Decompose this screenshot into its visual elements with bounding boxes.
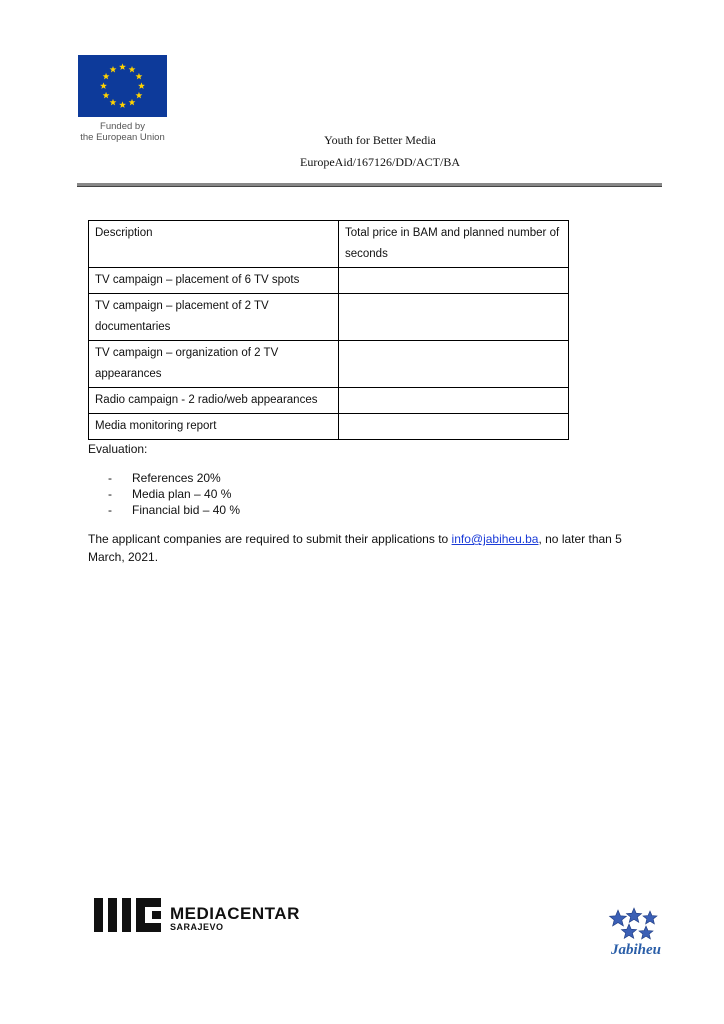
table-header-row xyxy=(89,221,569,268)
eu-star-icon xyxy=(103,73,110,80)
eu-star-icon xyxy=(119,63,126,70)
evaluation-item: Financial bid – 40 % xyxy=(132,503,241,517)
note-text-before: The applicant companies are required to submit their applications to xyxy=(88,532,452,546)
table-cell-price xyxy=(339,268,569,294)
table-row xyxy=(89,414,569,440)
jabiheu-logo xyxy=(604,906,668,964)
eu-star-icon xyxy=(129,66,136,73)
evaluation-item: Media plan – 40 % xyxy=(132,487,232,501)
eu-star-icon xyxy=(136,92,143,99)
eu-flag-icon xyxy=(78,55,167,117)
project-reference: EuropeAid/167126/DD/ACT/BA xyxy=(300,155,460,169)
eu-star-icon xyxy=(138,82,145,89)
table-row xyxy=(89,341,569,388)
eu-star-icon xyxy=(103,92,110,99)
eu-star-icon xyxy=(100,82,107,89)
evaluation-heading: Evaluation: xyxy=(88,442,148,456)
evaluation-list xyxy=(108,470,240,518)
email-link[interactable]: info@jabiheu.ba xyxy=(451,532,539,546)
table-header-price: Total price in BAM and planned number of seconds xyxy=(339,221,569,268)
table-header-description: Description xyxy=(89,221,339,268)
eu-star-icon xyxy=(110,99,117,106)
list-dash: - xyxy=(108,487,112,501)
table-cell-description: TV campaign – placement of 2 TV documentaries xyxy=(89,294,339,341)
jabiheu-name: Jabiheu xyxy=(610,942,661,958)
mediacentar-subtitle: SARAJEVO xyxy=(170,922,224,932)
eu-star-icon xyxy=(119,101,126,108)
price-table xyxy=(88,220,569,440)
table-cell-description: Media monitoring report xyxy=(89,414,339,440)
mediacentar-logo-icon xyxy=(94,898,164,932)
list-item xyxy=(108,502,240,518)
table-row xyxy=(89,294,569,341)
table-cell-description: TV campaign – placement of 6 TV spots xyxy=(89,268,339,294)
table-row xyxy=(89,388,569,414)
submission-note xyxy=(88,530,648,566)
eu-caption-line1: Funded by xyxy=(100,121,145,132)
list-dash: - xyxy=(108,503,112,517)
table-row xyxy=(89,268,569,294)
table-cell-price xyxy=(339,414,569,440)
header-divider xyxy=(77,183,662,187)
jabiheu-stars-icon xyxy=(604,906,668,946)
eu-star-icon xyxy=(110,66,117,73)
eu-funding-caption xyxy=(70,121,175,143)
table-cell-price xyxy=(339,388,569,414)
list-item xyxy=(108,486,240,502)
table-cell-price xyxy=(339,294,569,341)
list-dash: - xyxy=(108,471,112,485)
table-cell-description: Radio campaign - 2 radio/web appearances xyxy=(89,388,339,414)
mediacentar-name: MEDIACENTAR xyxy=(170,904,300,923)
eu-star-icon xyxy=(129,99,136,106)
table-cell-price xyxy=(339,341,569,388)
list-item xyxy=(108,470,240,486)
project-title: Youth for Better Media xyxy=(324,133,436,147)
eu-caption-line2: the European Union xyxy=(80,132,165,143)
eu-star-icon xyxy=(136,73,143,80)
note-text-after: , no later than 5 March, 2021. xyxy=(88,532,622,564)
evaluation-item: References 20% xyxy=(132,471,221,485)
mediacentar-logo xyxy=(94,898,304,934)
table-cell-description: TV campaign – organization of 2 TV appearances xyxy=(89,341,339,388)
